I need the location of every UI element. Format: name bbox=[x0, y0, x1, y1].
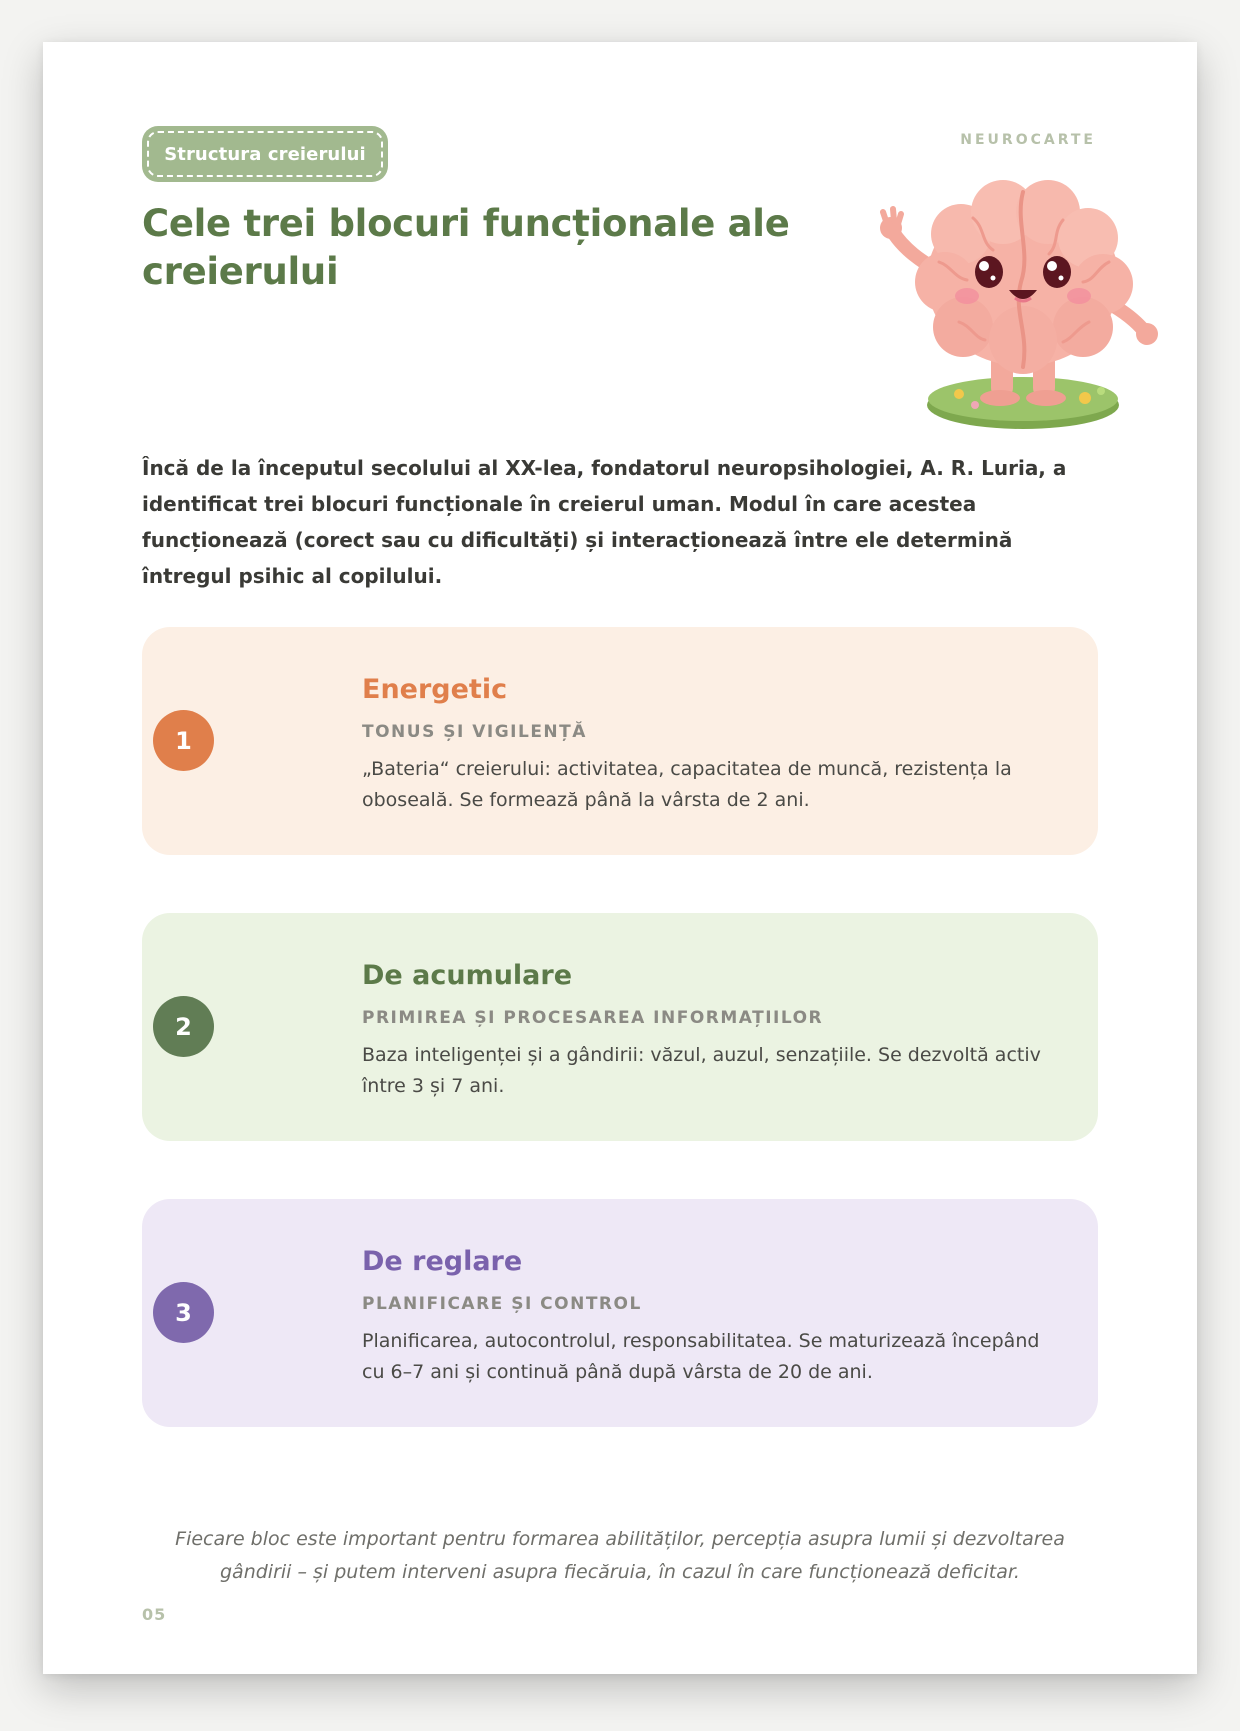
block-card-accumulation bbox=[142, 913, 1098, 1141]
page-title: Cele trei blocuri funcționale ale creierului bbox=[142, 202, 790, 293]
block-title: De reglare bbox=[362, 1246, 523, 1277]
block-subtitle: TONUS ȘI VIGILENȚĂ bbox=[362, 722, 587, 742]
brain-mascot-icon bbox=[863, 162, 1183, 462]
block-number-badge: 2 bbox=[153, 996, 214, 1057]
block-card-energetic bbox=[142, 627, 1098, 855]
block-description: Planificarea, autocontrolul, responsabilitatea. Se maturizează începând cu 6–7 ani și continuă până după vârsta de 20 de ani. bbox=[362, 1330, 1040, 1383]
page-number: 05 bbox=[142, 1605, 167, 1624]
intro-paragraph: Încă de la începutul secolului al XX-lea, fondatorul neuropsihologiei, A. R. Luria, a identificat trei blocuri funcționale în creierul uman. Modul în care acestea funcționează (corect sau cu dificultăți) și interacționează între ele determină întregul psihic al copilului. bbox=[142, 456, 1067, 588]
block-description: „Bateria“ creierului: activitatea, capacitatea de muncă, rezistența la oboseală. Se formează până la vârsta de 2 ani. bbox=[362, 758, 1012, 811]
block-subtitle: PRIMIREA ȘI PROCESAREA INFORMAȚIILOR bbox=[362, 1008, 824, 1028]
footer-quote: Fiecare bloc este important pentru formarea abilităților, percepția asupra lumii și dezvoltarea gândirii – și putem interveni asupra fiecăruia, în cazul în care funcționează deficitar. bbox=[175, 1528, 1065, 1583]
block-title: Energetic bbox=[362, 674, 508, 705]
block-title: De acumulare bbox=[362, 960, 573, 991]
book-page bbox=[43, 42, 1197, 1674]
block-number-badge: 1 bbox=[153, 710, 214, 771]
block-description: Baza inteligenței și a gândirii: văzul, auzul, senzațiile. Se dezvoltă activ între 3 și 7 ani. bbox=[362, 1044, 1041, 1097]
brand-name: NEUROCARTE bbox=[960, 132, 1096, 148]
block-number-badge: 3 bbox=[153, 1282, 214, 1343]
section-tag-label: Structura creierului bbox=[164, 143, 366, 165]
section-tag bbox=[142, 126, 388, 182]
block-card-regulation bbox=[142, 1199, 1098, 1427]
block-subtitle: PLANIFICARE ȘI CONTROL bbox=[362, 1294, 642, 1314]
